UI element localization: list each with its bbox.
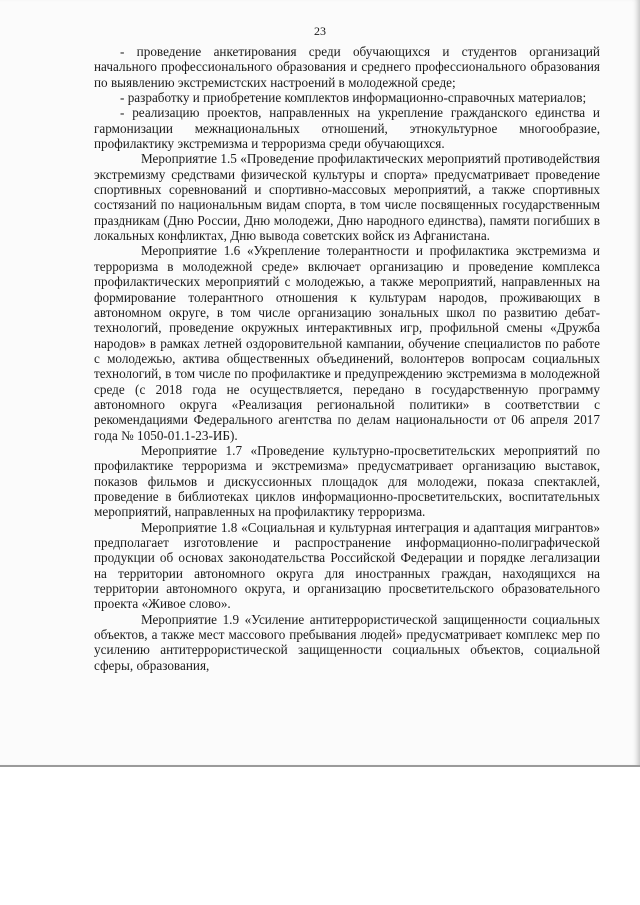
paragraph-measure-1-9: Мероприятие 1.9 «Усиление антитеррористической защищенности социальных объектов, а также мест массового пребывания людей» предусматривает комплекс мер по усилению антитеррористической защищенности социальных объектов, социальной сферы, образования,: [94, 611, 600, 673]
blank-area: [0, 767, 640, 905]
paragraph-questionnaire: - проведение анкетирования среди обучающихся и студентов организаций начального профессионального образования и среднего профессионального образования по выявлению экстремистских настроений в молодежной среде;: [94, 44, 600, 90]
page-number: 23: [314, 24, 326, 38]
paragraph-measure-1-5: Мероприятие 1.5 «Проведение профилактических мероприятий противодействия экстремизму средствами физической культуры и спорта» предусматривает проведение спортивных соревнований и спортивно-массовых мероприятий, а также спортивных состязаний по национальным видам спорта, в том числе посвященных государственным праздникам (Дню России, Дню молодежи, Дню народного единства), памяти погибших в локальных конфликтах, Дню вывода советских войск из Афганистана.: [94, 151, 600, 244]
document-body: [94, 44, 600, 673]
paragraph-measure-1-8: Мероприятие 1.8 «Социальная и культурная интеграция и адаптация мигрантов» предполагает изготовление и распространение информационно-полиграфической продукции об основах законодательства Российской Федерации и порядке легализации на территории автономного округа для иностранных граждан, находящихся на территории автономного округа, и организацию просветительского образовательного проекта «Живое слово».: [94, 519, 600, 612]
paragraph-reference-materials: - разработку и приобретение комплектов информационно-справочных материалов;: [120, 90, 587, 106]
paragraph-measure-1-6: Мероприятие 1.6 «Укрепление толерантности и профилактика экстремизма и терроризма в молодежной среде» включает организацию и проведение комплекса профилактических мероприятий с молодежью, а также мероприятий, направленных на формирование толерантного отношения к культурам народов, проживающих в автономном округе, в том числе организацию зональных школ по развитию дебат-технологий, проведение окружных интерактивных игр, профильной смены «Дружба народов» в рамках летней оздоровительной кампании, обучение специалистов по работе с молодежью, актива общественных объединений, волонтеров вопросам социальных технологий, в том числе по профилактике и предупреждению экстремизма в молодежной среде (с 2018 года не осуществляется, передано в государственную программу автономного округа «Реализация региональной политики» в соответствии с рекомендациями Федерального агентства по делам национальности от 06 апреля 2017 года № 1050-01.1-23-ИБ).: [94, 243, 600, 443]
paragraph-measure-1-7: Мероприятие 1.7 «Проведение культурно-просветительских мероприятий по профилактике терроризма и экстремизма» предусматривает организацию выставок, показов фильмов и дискуссионных площадок для молодежи, показа спектаклей, проведение в библиотеках циклов информационно-просветительских, воспитательных мероприятий, направленных на профилактику терроризма.: [94, 442, 600, 520]
paragraph-civil-unity-projects: - реализацию проектов, направленных на укрепление гражданского единства и гармонизации межнациональных отношений, этнокультурное многообразие, профилактику экстремизма и терроризма среди обучающихся.: [94, 105, 600, 152]
